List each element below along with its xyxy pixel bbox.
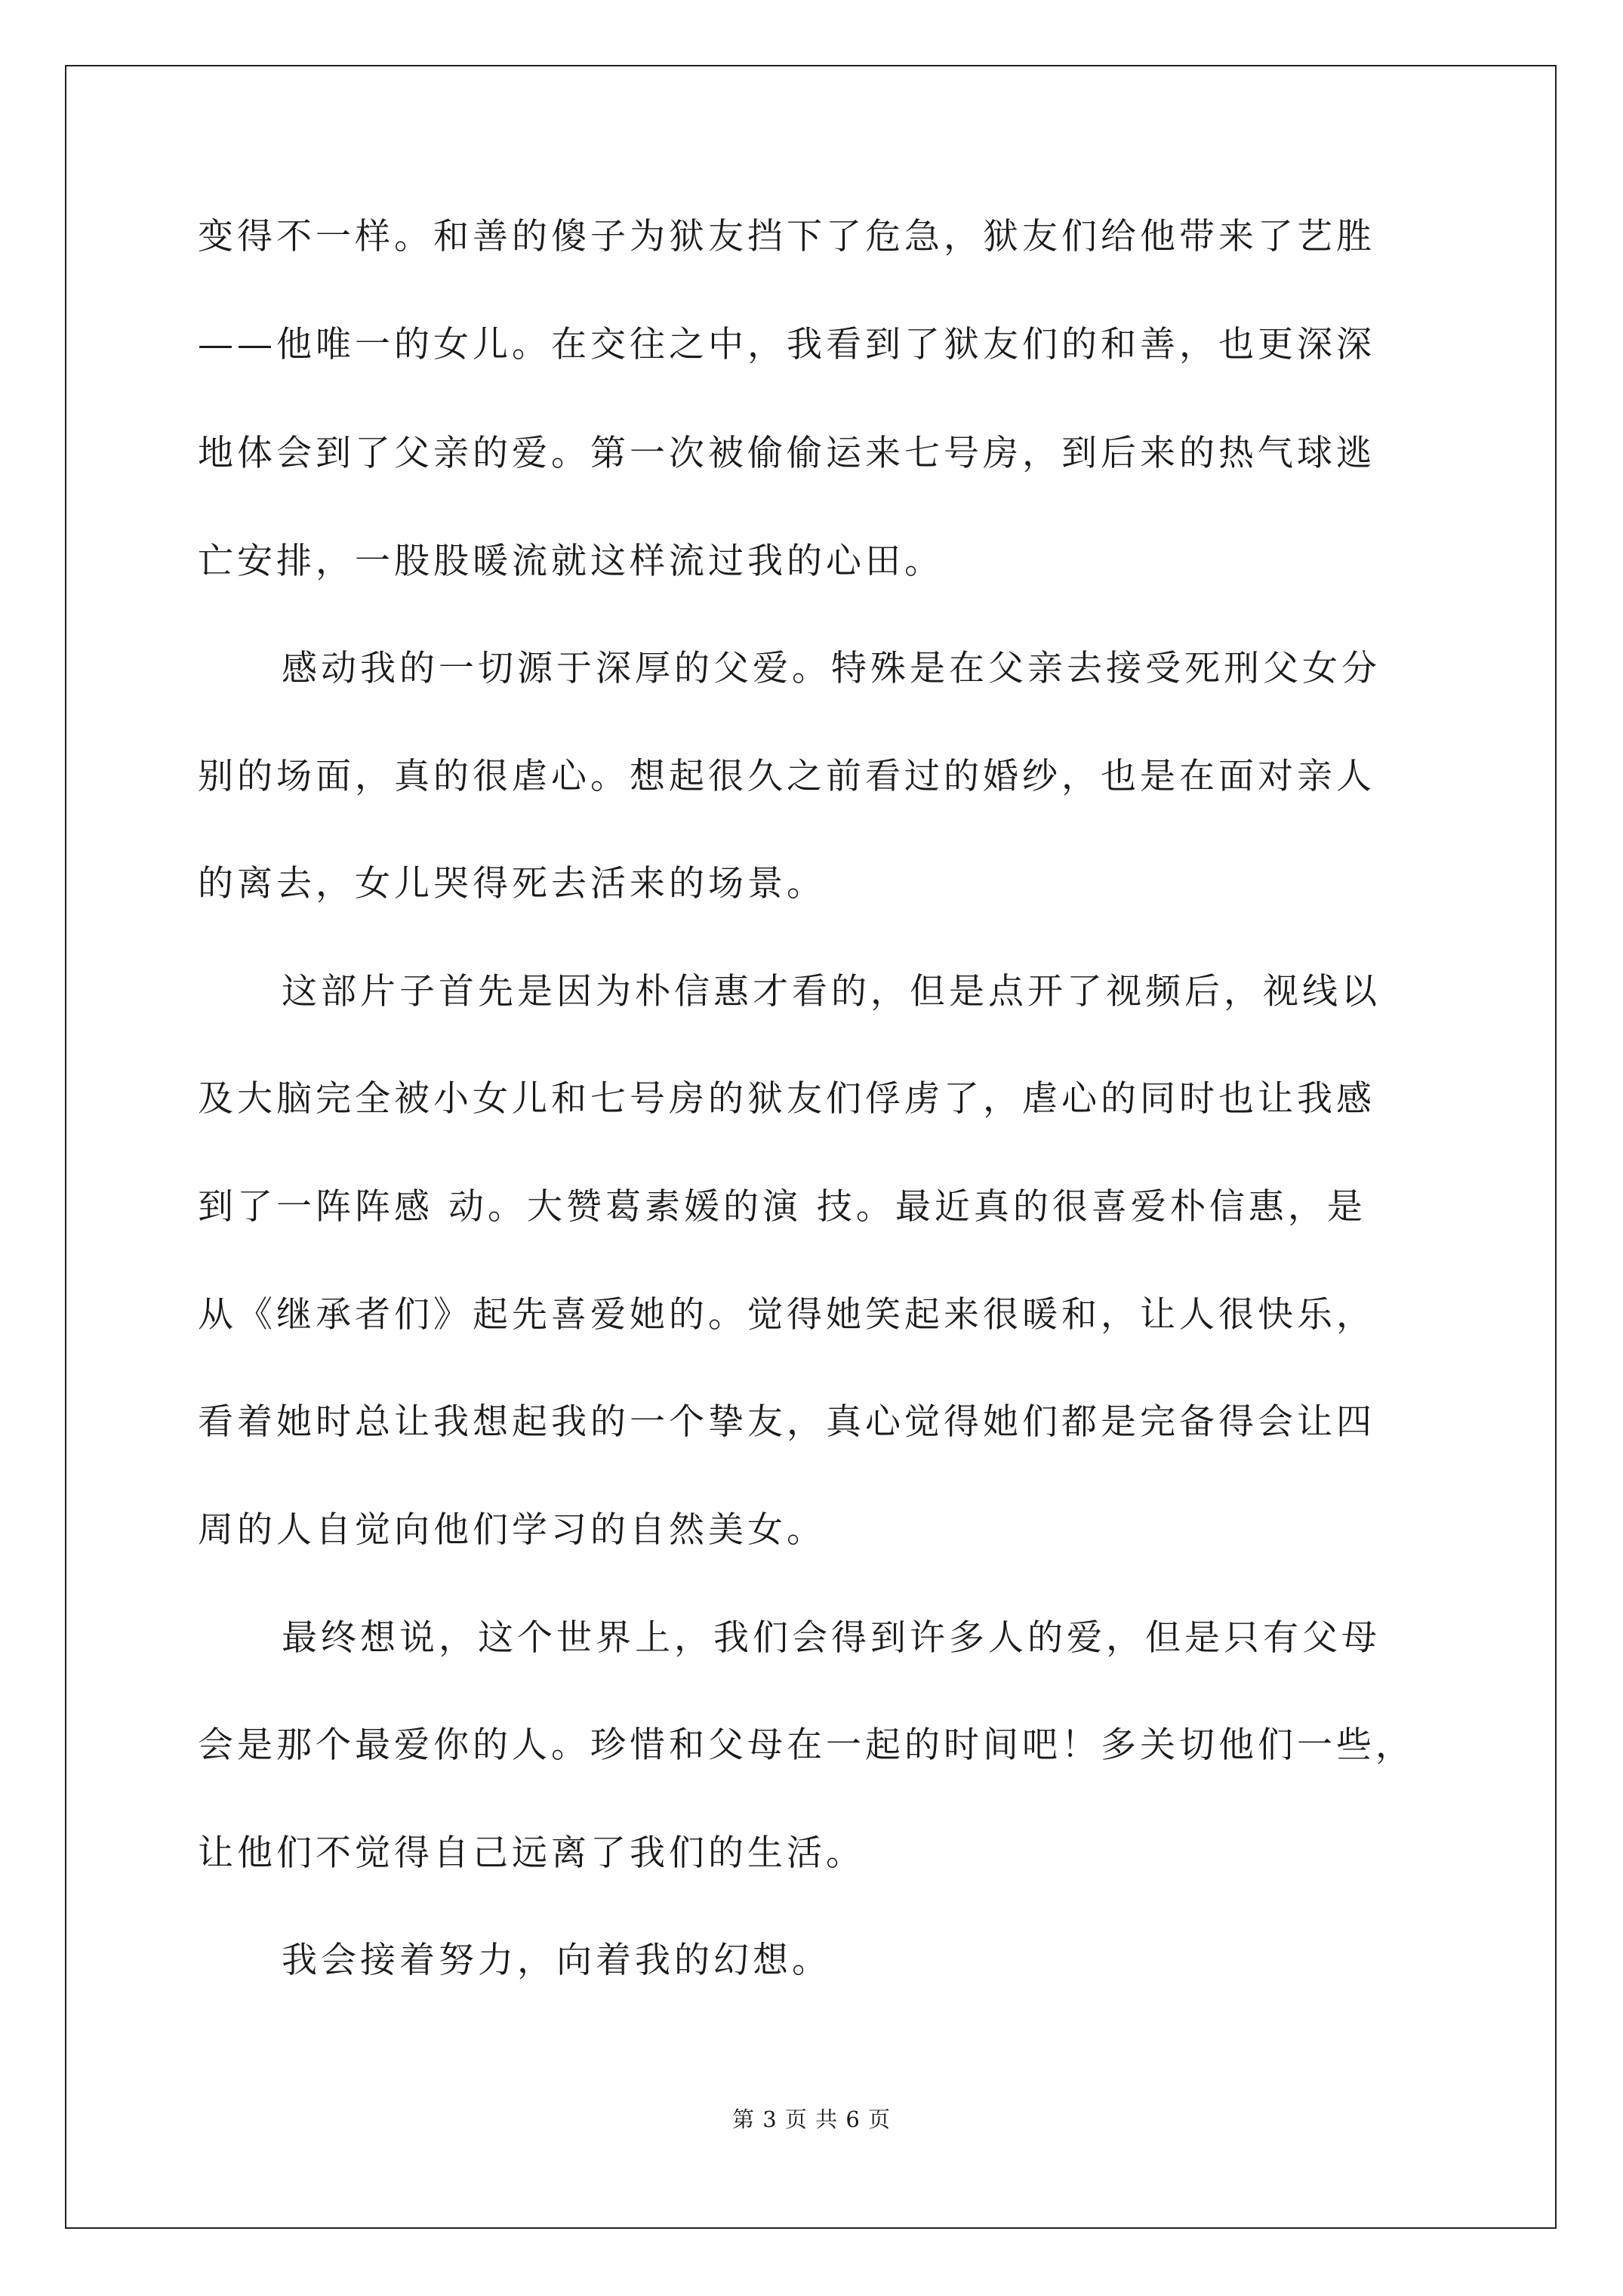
text-line: ——他唯一的女儿。在交往之中，我看到了狱友们的和善，也更深深 <box>198 324 1375 365</box>
text-line: 别的场面，真的很虐心。想起很久之前看过的婚纱，也是在面对亲人 <box>198 756 1375 797</box>
text-line: 及大脑完全被小女儿和七号房的狱友们俘虏了，虐心的同时也让我感 <box>198 1078 1375 1120</box>
text-line: 会是那个最爱你的人。珍惜和父母在一起的时间吧！多关切他们一些， <box>198 1724 1415 1766</box>
text-line: 从《继承者们》起先喜爱她的。觉得她笑起来很暖和，让人很快乐， <box>198 1294 1375 1336</box>
text-line: 看着她时总让我想起我的一个挚友，真心觉得她们都是完备得会让四 <box>198 1401 1375 1443</box>
text-line: 周的人自觉向他们学习的自然美女。 <box>198 1509 826 1551</box>
text-line: 的离去，女儿哭得死去活来的场景。 <box>198 863 826 905</box>
text-line: 亡安排，一股股暖流就这样流过我的心田。 <box>198 541 944 582</box>
page-border <box>65 65 1557 2229</box>
text-line: 到了一阵阵感 动。大赞葛素媛的演 技。最近真的很喜爱朴信惠，是 <box>198 1186 1366 1228</box>
text-line: 让他们不觉得自己远离了我们的生活。 <box>198 1832 865 1874</box>
text-line: 变得不一样。和善的傻子为狱友挡下了危急，狱友们给他带来了艺胜 <box>198 216 1375 257</box>
page-number-footer: 第 3 页 共 6 页 <box>732 2106 891 2132</box>
text-line: 地体会到了父亲的爱。第一次被偷偷运来七号房，到后来的热气球逃 <box>198 433 1375 474</box>
paragraph-start-line: 最终想说，这个世界上，我们会得到许多人的爱，但是只有父母 <box>282 1617 1381 1659</box>
paragraph-start-line: 这部片子首先是因为朴信惠才看的，但是点开了视频后，视线以 <box>282 971 1381 1012</box>
paragraph-start-line: 感动我的一切源于深厚的父爱。特殊是在父亲去接受死刑父女分 <box>282 648 1381 689</box>
paragraph-start-line: 我会接着努力，向着我的幻想。 <box>282 1940 831 1981</box>
